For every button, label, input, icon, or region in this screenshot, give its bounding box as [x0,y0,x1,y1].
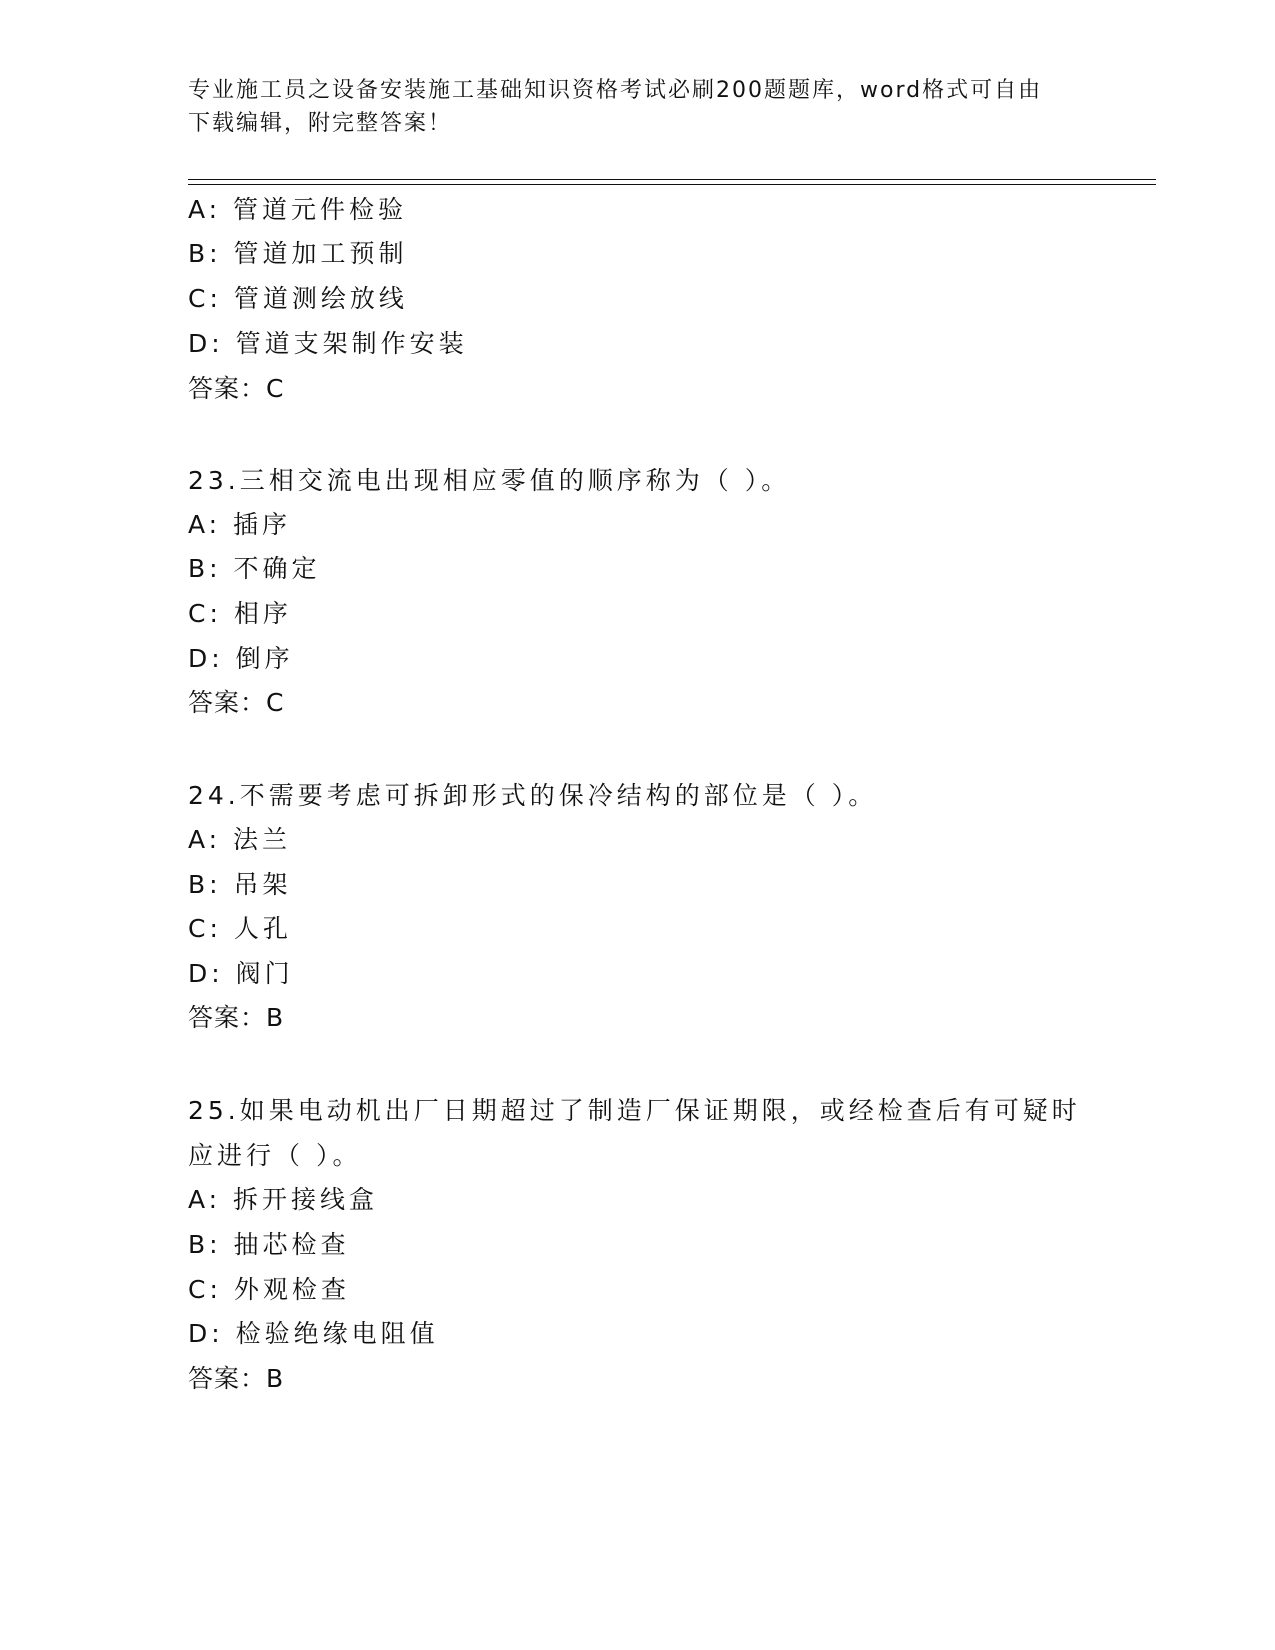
option-a: A: 管道元件检验 [188,195,408,224]
q23-option-a: A: 插序 [188,510,292,539]
header-line-1: 专业施工员之设备安装施工基础知识资格考试必刷200题题库，word格式可自由 [188,78,1043,103]
answer-line: 答案：C [188,374,285,403]
q24-option-d: D: 阀门 [188,959,294,988]
question-25-line-2: 应进行（ ）。 [188,1141,362,1170]
q23-option-c: C: 相序 [188,599,292,628]
option-d: D: 管道支架制作安装 [188,329,468,358]
q24-option-a: A: 法兰 [188,825,292,854]
question-24: 24.不需要考虑可拆卸形式的保冷结构的部位是（ ）。 [188,781,878,810]
q24-answer: 答案：B [188,1003,285,1032]
document-header [188,74,1088,140]
q23-option-b: B: 不确定 [188,554,321,583]
question-25-line-1: 25.如果电动机出厂日期超过了制造厂保证期限，或经检查后有可疑时 [188,1096,1081,1125]
option-b: B: 管道加工预制 [188,239,408,268]
q23-option-d: D: 倒序 [188,644,294,673]
q23-answer: 答案：C [188,688,285,717]
q25-option-a: A: 拆开接线盒 [188,1185,379,1214]
header-divider-top [188,179,1156,180]
header-line-2: 下载编辑，附完整答案！ [188,111,453,136]
q24-option-b: B: 吊架 [188,870,292,899]
q25-option-d: D: 检验绝缘电阻值 [188,1319,439,1348]
option-c: C: 管道测绘放线 [188,284,408,313]
question-23: 23.三相交流电出现相应零值的顺序称为（ ）。 [188,466,791,495]
q25-option-b: B: 抽芯检查 [188,1230,350,1259]
q24-option-c: C: 人孔 [188,914,292,943]
q25-answer: 答案：B [188,1364,285,1393]
header-divider-bottom [188,184,1156,185]
q25-option-c: C: 外观检查 [188,1275,350,1304]
